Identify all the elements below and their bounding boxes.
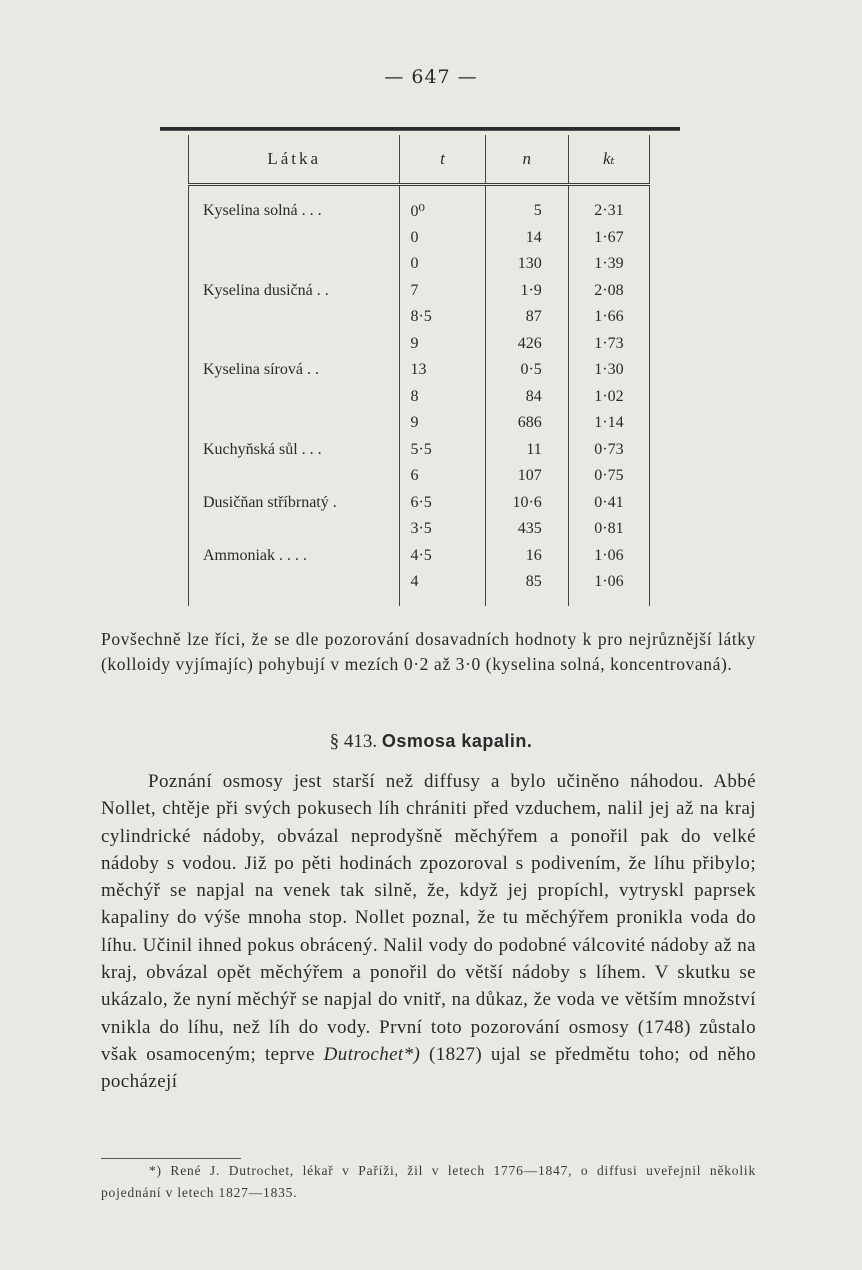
cell-k: 1·06 [568, 569, 649, 596]
table-row [189, 331, 650, 358]
cell-latka: Dusičňan stříbrnatý . [189, 490, 400, 517]
table-row [189, 490, 650, 517]
cell-k: 2·31 [568, 185, 649, 225]
cell-latka: Kyselina sírová . . [189, 357, 400, 384]
cell-k: 0·73 [568, 437, 649, 464]
cell-latka [189, 569, 400, 596]
table-header-row [189, 135, 650, 185]
cell-t: 4 [400, 569, 485, 596]
cell-k: 1·14 [568, 410, 649, 437]
cell-n: 16 [485, 543, 568, 570]
spacer-cell [485, 596, 568, 606]
cell-t: 0 [400, 225, 485, 252]
cell-k: 0·75 [568, 463, 649, 490]
section-title: Osmosa kapalin. [381, 731, 533, 751]
table-top-rule [160, 127, 680, 131]
cell-t: 9 [400, 331, 485, 358]
cell-k: 1·30 [568, 357, 649, 384]
section-number: § 413. [329, 731, 378, 752]
cell-k: 1·02 [568, 384, 649, 411]
cell-n: 107 [485, 463, 568, 490]
body-paragraph [101, 768, 756, 1096]
table-spacer-row [189, 596, 650, 606]
cell-latka [189, 384, 400, 411]
cell-k: 0·41 [568, 490, 649, 517]
table-row [189, 304, 650, 331]
cell-k: 2·08 [568, 278, 649, 305]
table-row [189, 410, 650, 437]
cell-n: 5 [485, 185, 568, 225]
cell-n: 435 [485, 516, 568, 543]
cell-t: 5·5 [400, 437, 485, 464]
cell-n: 1·9 [485, 278, 568, 305]
cell-latka [189, 304, 400, 331]
table-row [189, 278, 650, 305]
footnote-rule [101, 1158, 241, 1159]
spacer-cell [568, 596, 649, 606]
cell-n: 14 [485, 225, 568, 252]
cell-latka [189, 516, 400, 543]
data-table [188, 135, 650, 606]
cell-t: 0⁰ [400, 185, 485, 225]
table-row [189, 569, 650, 596]
cell-n: 0·5 [485, 357, 568, 384]
table-row [189, 185, 650, 225]
header-latka: Látka [189, 135, 400, 185]
table-row [189, 516, 650, 543]
cell-latka [189, 251, 400, 278]
table-row [189, 543, 650, 570]
cell-latka: Kyselina dusičná . . [189, 278, 400, 305]
cell-n: 11 [485, 437, 568, 464]
table-row [189, 357, 650, 384]
cell-latka: Kuchyňská sůl . . . [189, 437, 400, 464]
cell-t: 8 [400, 384, 485, 411]
cell-t: 8·5 [400, 304, 485, 331]
table-body [189, 185, 650, 606]
spacer-cell [189, 596, 400, 606]
cell-latka [189, 410, 400, 437]
cell-n: 686 [485, 410, 568, 437]
cell-k: 1·06 [568, 543, 649, 570]
cell-n: 84 [485, 384, 568, 411]
cell-latka: Kyselina solná . . . [189, 185, 400, 225]
cell-t: 6 [400, 463, 485, 490]
cell-latka [189, 225, 400, 252]
cell-t: 7 [400, 278, 485, 305]
cell-n: 87 [485, 304, 568, 331]
table-row [189, 384, 650, 411]
body-text-1: Poznání osmosy jest starší než diffusy a bylo učiněno náhodou. Abbé Nollet, chtěje při svých pokusech líh chrániti před vzduchem, nalil jej až na kraj cylindrické nádoby, obvázal neprodyšně měchýřem a ponořil pak do velké nádoby s vodou. Již po pěti hodinách zpozoroval s podivením, že líhu přibylo; měchýř se napjal na venek tak silně, že, když jej propíchl, vytryskl paprsek kapaliny do výše mnoha stop. Nollet poznal, že tu měchýřem pronikla voda do líhu. Učinil ihned pokus obrácený. Nalil vody do podobné válcovité nádoby až na kraj, obvázal opět měchýřem a ponořil do větší nádoby s líhem. V skutku se ukázalo, že nyní měchýř se napjal do vnitř, na důkaz, že voda ve větším množství vnikla do líhu, než líh do vody. První toto pozorování osmosy (1748) zůstalo však osamoceným; teprve [101, 771, 756, 1065]
cell-t: 9 [400, 410, 485, 437]
cell-t: 4·5 [400, 543, 485, 570]
intro-paragraph: Povšechně lze říci, že se dle pozorování dosavadních hodnoty k pro nejrůznější látky (kolloidy vyjímajíc) pohybují v mezích 0·2 až 3·0 (kyselina solná, koncentrovaná). [101, 629, 756, 674]
cell-k: 1·73 [568, 331, 649, 358]
table-row [189, 463, 650, 490]
header-t: t [400, 135, 485, 185]
cell-k: 1·66 [568, 304, 649, 331]
cell-n: 130 [485, 251, 568, 278]
page-number: — 647 — [384, 66, 478, 88]
cell-latka [189, 331, 400, 358]
body-text-2: (1827) ujal se předmětu toho; od něho pocházejí [101, 1043, 757, 1093]
table-row [189, 225, 650, 252]
cell-n: 426 [485, 331, 568, 358]
table-row [189, 251, 650, 278]
table-row [189, 437, 650, 464]
cell-k: 1·67 [568, 225, 649, 252]
section-heading [0, 731, 862, 753]
header-n: n [485, 135, 568, 185]
cell-latka [189, 463, 400, 490]
cell-t: 13 [400, 357, 485, 384]
cell-t: 6·5 [400, 490, 485, 517]
author-name: Dutrochet*) [323, 1043, 421, 1065]
cell-t: 0 [400, 251, 485, 278]
cell-k: 1·39 [568, 251, 649, 278]
footnote: *) René J. Dutrochet, lékař v Paříži, žil v letech 1776—1847, o diffusi uveřejnil několik pojednání v letech 1827—1835. [101, 1163, 756, 1200]
cell-latka: Ammoniak . . . . [189, 543, 400, 570]
cell-n: 10·6 [485, 490, 568, 517]
cell-n: 85 [485, 569, 568, 596]
cell-k: 0·81 [568, 516, 649, 543]
header-k: kₜ [568, 135, 649, 185]
spacer-cell [400, 596, 485, 606]
cell-t: 3·5 [400, 516, 485, 543]
